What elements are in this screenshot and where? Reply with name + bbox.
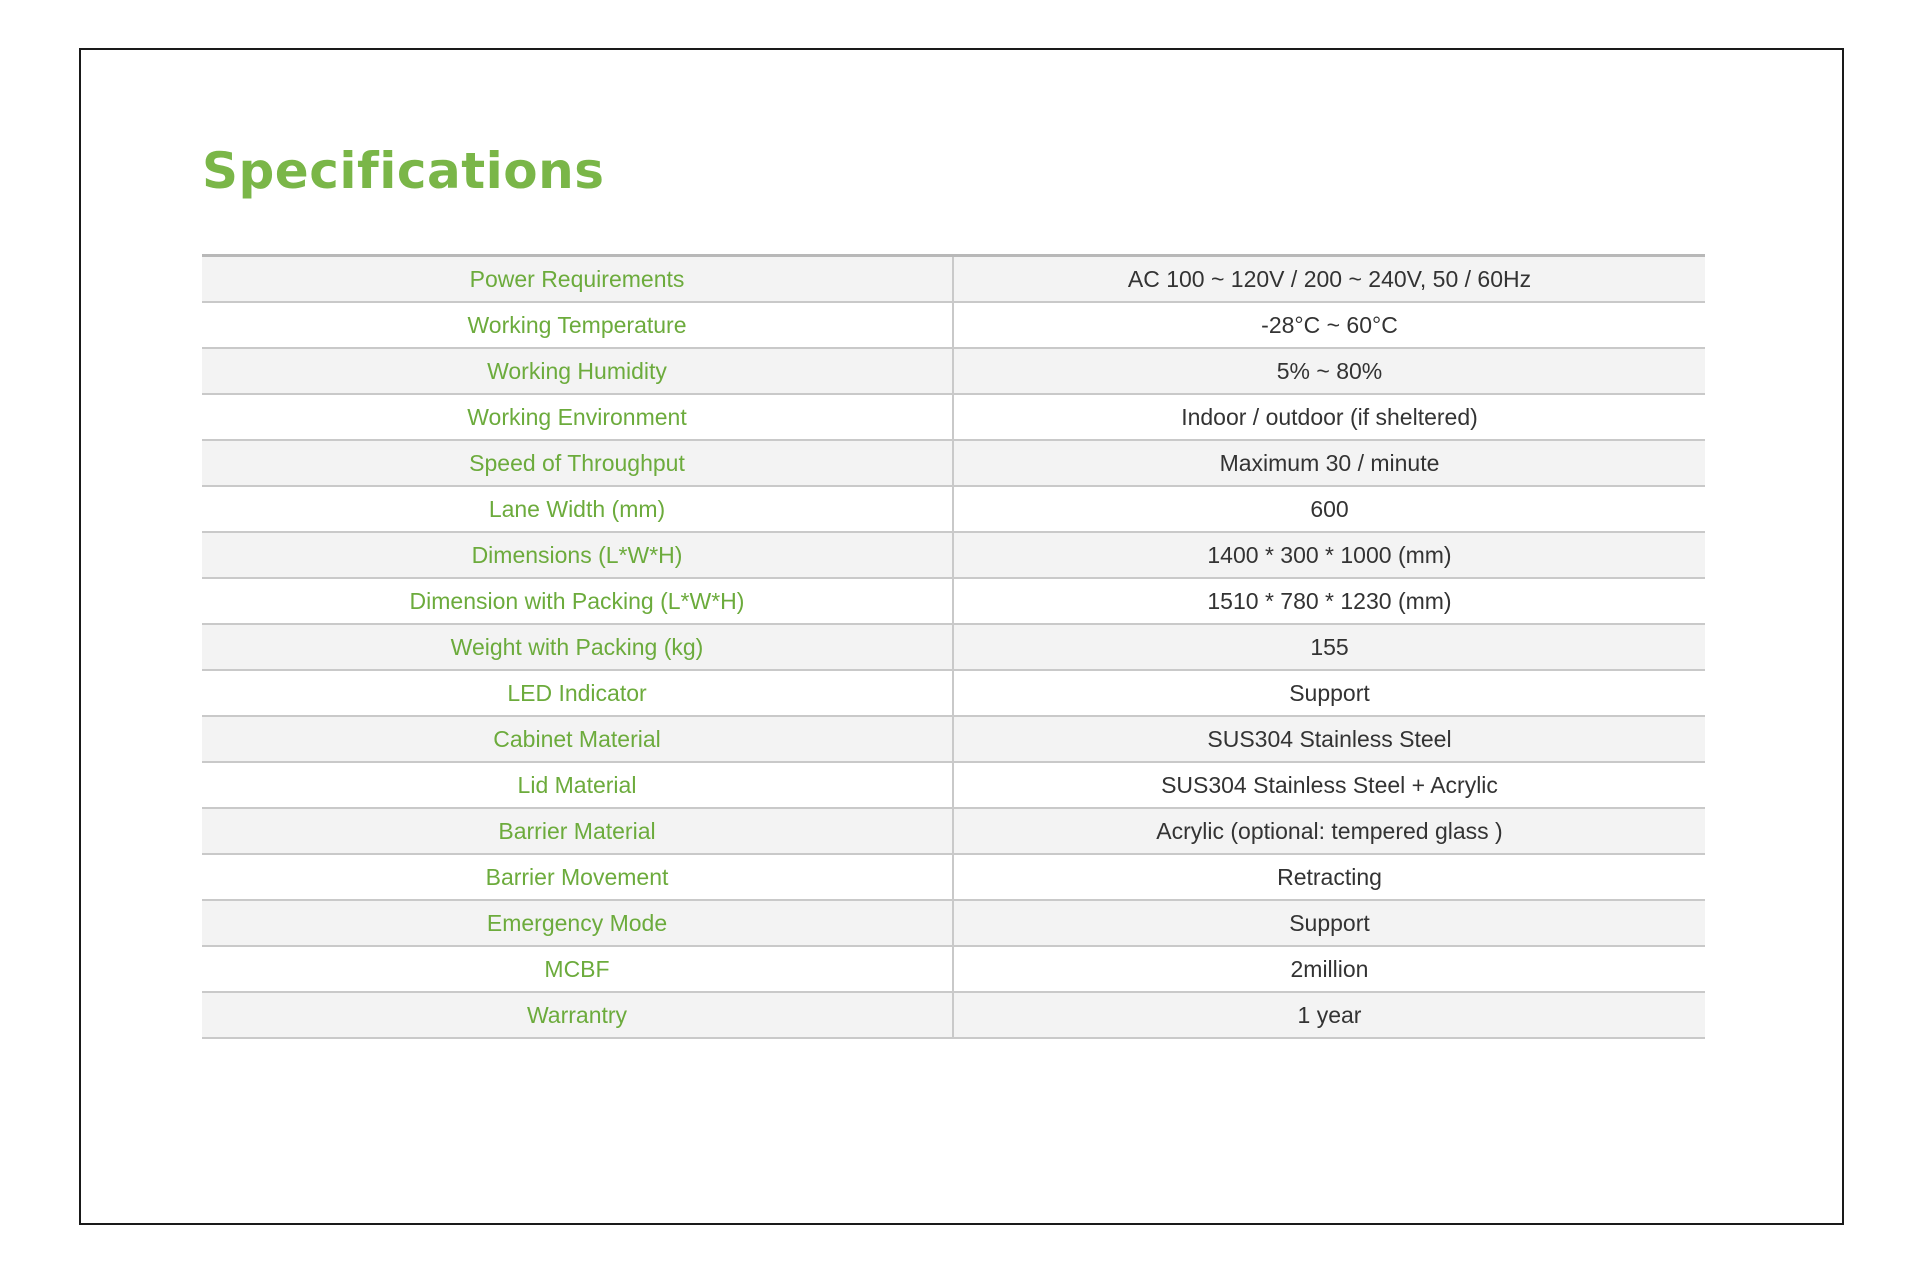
spec-label: Power Requirements [202, 256, 953, 303]
spec-value: SUS304 Stainless Steel + Acrylic [953, 762, 1705, 808]
table-row [202, 670, 1705, 716]
spec-label: Barrier Movement [202, 854, 953, 900]
spec-label: Working Humidity [202, 348, 953, 394]
table-row [202, 256, 1705, 303]
spec-value: AC 100 ~ 120V / 200 ~ 240V, 50 / 60Hz [953, 256, 1705, 303]
table-row [202, 578, 1705, 624]
page-title: Specifications [202, 142, 605, 200]
spec-label: Working Environment [202, 394, 953, 440]
table-row [202, 808, 1705, 854]
spec-value: -28°C ~ 60°C [953, 302, 1705, 348]
spec-label: Speed of Throughput [202, 440, 953, 486]
spec-value: 1400 * 300 * 1000 (mm) [953, 532, 1705, 578]
spec-value: SUS304 Stainless Steel [953, 716, 1705, 762]
table-row [202, 394, 1705, 440]
table-row [202, 624, 1705, 670]
spec-value: Acrylic (optional: tempered glass ) [953, 808, 1705, 854]
spec-label: LED Indicator [202, 670, 953, 716]
spec-label: Dimensions (L*W*H) [202, 532, 953, 578]
table-row [202, 302, 1705, 348]
table-row [202, 762, 1705, 808]
table-row [202, 440, 1705, 486]
spec-value: Maximum 30 / minute [953, 440, 1705, 486]
spec-label: Barrier Material [202, 808, 953, 854]
spec-value: 600 [953, 486, 1705, 532]
page-frame [79, 48, 1844, 1225]
spec-value: Retracting [953, 854, 1705, 900]
spec-value: Indoor / outdoor (if sheltered) [953, 394, 1705, 440]
spec-label: Dimension with Packing (L*W*H) [202, 578, 953, 624]
spec-value: 155 [953, 624, 1705, 670]
table-row [202, 716, 1705, 762]
spec-value: 2million [953, 946, 1705, 992]
specifications-table [202, 254, 1705, 1039]
spec-label: Working Temperature [202, 302, 953, 348]
table-row [202, 532, 1705, 578]
spec-label: Lid Material [202, 762, 953, 808]
spec-value: 1510 * 780 * 1230 (mm) [953, 578, 1705, 624]
spec-value: 1 year [953, 992, 1705, 1038]
spec-label: MCBF [202, 946, 953, 992]
spec-label: Weight with Packing (kg) [202, 624, 953, 670]
table-row [202, 900, 1705, 946]
spec-label: Warrantry [202, 992, 953, 1038]
table-row [202, 992, 1705, 1038]
spec-label: Emergency Mode [202, 900, 953, 946]
spec-value: Support [953, 670, 1705, 716]
table-row [202, 348, 1705, 394]
table-row [202, 486, 1705, 532]
table-row [202, 946, 1705, 992]
spec-value: Support [953, 900, 1705, 946]
table-row [202, 854, 1705, 900]
spec-value: 5% ~ 80% [953, 348, 1705, 394]
spec-label: Cabinet Material [202, 716, 953, 762]
spec-label: Lane Width (mm) [202, 486, 953, 532]
